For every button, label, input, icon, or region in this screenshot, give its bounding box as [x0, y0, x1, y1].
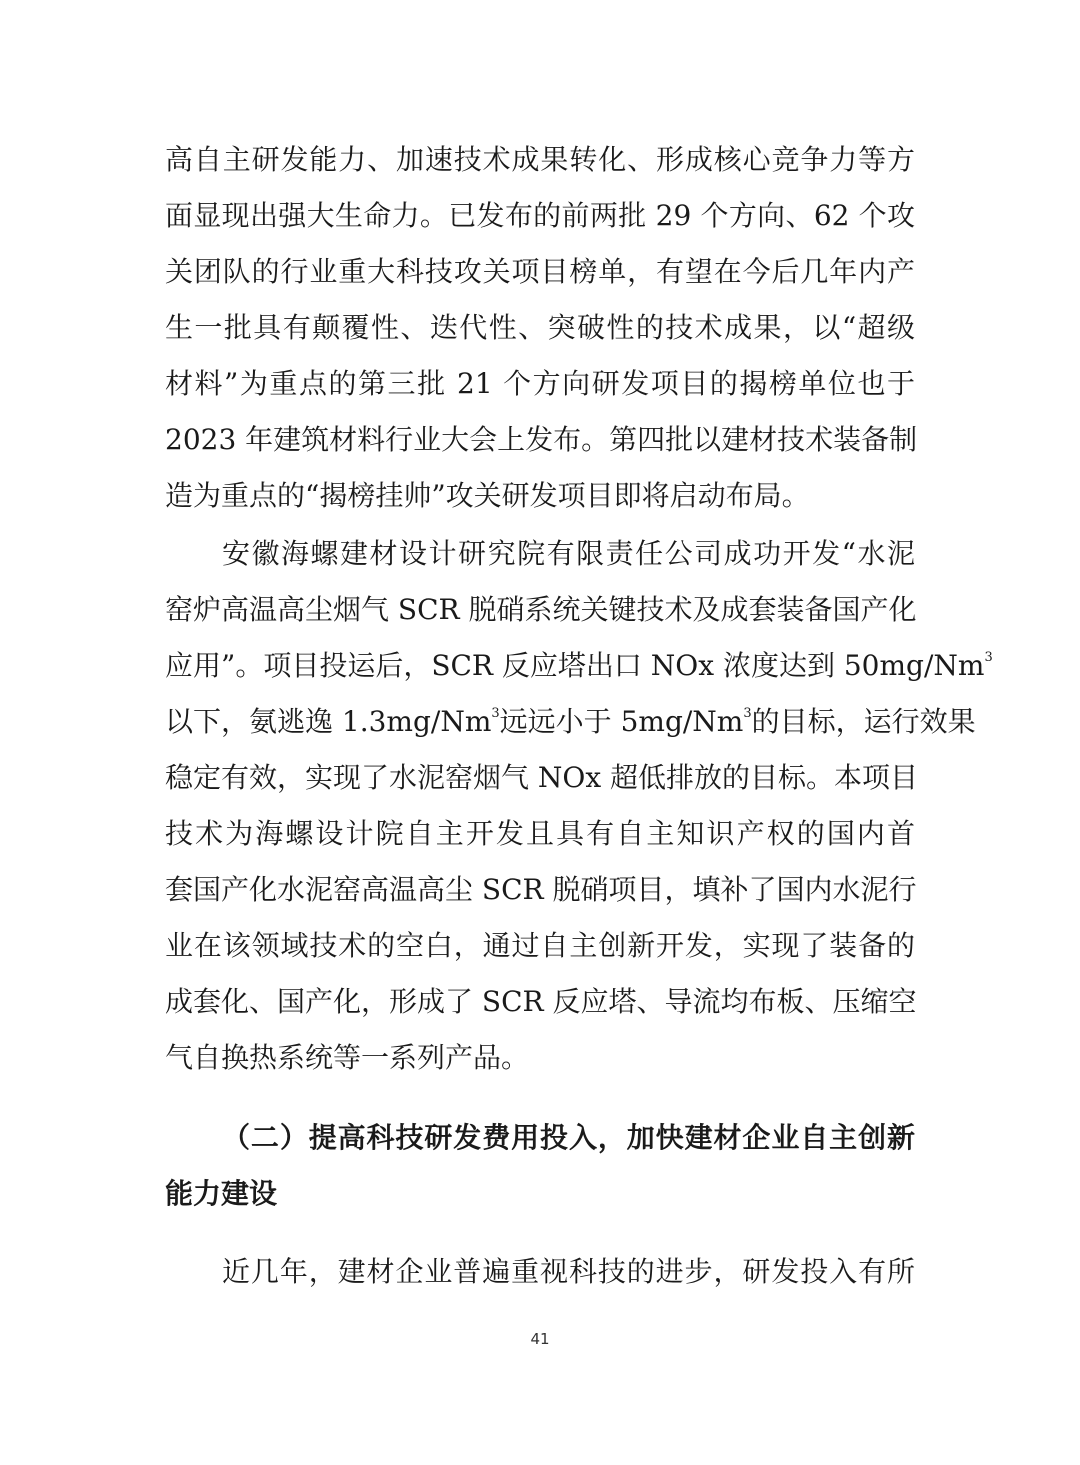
- superscript: 3: [984, 650, 993, 665]
- text-line: 业在该领域技术的空白，通过自主创新开发，实现了装备的: [165, 929, 915, 962]
- text-segment: 应用”。项目投运后，SCR 反应塔出口 NOx 浓度达到 50mg/Nm: [165, 649, 985, 682]
- text-segment: 的目标，运行效果: [751, 705, 976, 738]
- text-line: 造为重点的“揭榜挂帅”攻关研发项目即将启动布局。: [165, 479, 810, 512]
- text-line: 安徽海螺建材设计研究院有限责任公司成功开发“水泥: [222, 537, 915, 570]
- page-number: 41: [530, 1330, 550, 1348]
- text-line: 近几年，建材企业普遍重视科技的进步，研发投入有所: [222, 1255, 915, 1288]
- text-line: 2023 年建筑材料行业大会上发布。第四批以建材技术装备制: [165, 423, 918, 456]
- text-line: 成套化、国产化，形成了 SCR 反应塔、导流均布板、压缩空: [165, 985, 917, 1018]
- superscript: 3: [743, 706, 752, 721]
- section-heading-line: （二）提高科技研发费用投入，加快建材企业自主创新: [222, 1121, 915, 1154]
- text-line: 窑炉高温高尘烟气 SCR 脱硝系统关键技术及成套装备国产化: [165, 593, 917, 626]
- text-line: [165, 644, 993, 688]
- text-segment: 远远小于 5mg/Nm: [499, 705, 744, 738]
- text-line: 套国产化水泥窑高温高尘 SCR 脱硝项目，填补了国内水泥行: [165, 873, 917, 906]
- text-line: 技术为海螺设计院自主开发且具有自主知识产权的国内首: [165, 817, 915, 850]
- superscript: 3: [491, 706, 500, 721]
- text-line: 稳定有效，实现了水泥窑烟气 NOx 超低排放的目标。本项目: [165, 761, 919, 794]
- text-line: 材料”为重点的第三批 21 个方向研发项目的揭榜单位也于: [165, 367, 915, 400]
- text-line: 面显现出强大生命力。已发布的前两批 29 个方向、62 个攻: [165, 199, 915, 232]
- text-line: 生一批具有颠覆性、迭代性、突破性的技术成果，以“超级: [165, 311, 915, 344]
- text-line: 关团队的行业重大科技攻关项目榜单，有望在今后几年内产: [165, 255, 915, 288]
- text-line: 气自换热系统等一系列产品。: [165, 1041, 530, 1074]
- text-line: [165, 700, 976, 744]
- text-line: 高自主研发能力、加速技术成果转化、形成核心竞争力等方: [165, 143, 915, 176]
- section-heading-line: 能力建设: [165, 1177, 278, 1210]
- text-segment: 以下，氨逃逸 1.3mg/Nm: [165, 705, 492, 738]
